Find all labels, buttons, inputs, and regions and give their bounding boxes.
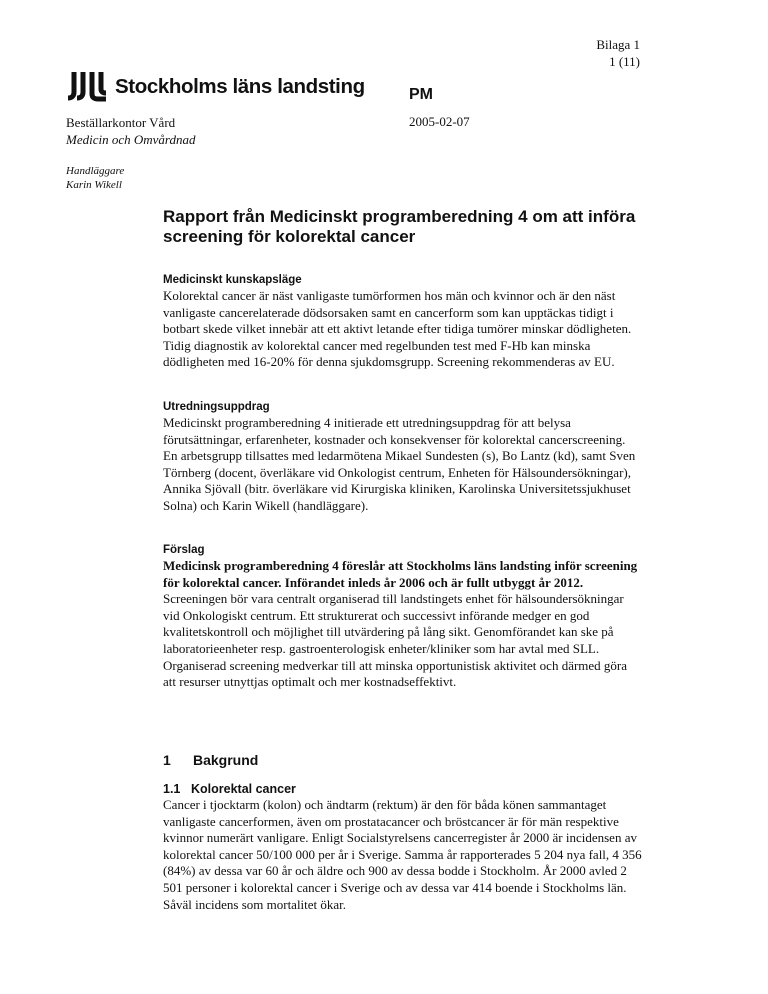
bilaga-label: Bilaga 1 xyxy=(596,37,640,52)
section-heading: Utredningsuppdrag xyxy=(163,401,270,413)
section-heading: Förslag xyxy=(163,544,205,556)
subsection-title: Kolorektal cancer xyxy=(191,782,296,796)
section-heading: Medicinskt kunskapsläge xyxy=(163,274,302,286)
handlaggare-name: Karin Wikell xyxy=(66,179,122,191)
section-bold-body: Medicinsk programberedning 4 föreslår att Stockholms läns landsting inför screening för kolorektal cancer. Införandet inleds år 2006 och är fullt utbyggt år 2012. xyxy=(163,558,638,590)
department: Beställarkontor Vård xyxy=(66,115,176,130)
section-body: Cancer i tjocktarm (kolon) och ändtarm (rektum) är den för båda könen sammantaget vanligaste cancerformen, även om prostatacancer och bröstcancer är för män respektive kvinnor numerärt vanligare. Enligt Socialstyrelsens cancerregister år 2000 är incidensen av kolorektal cancer 50/100 000 per år i Sverige. Samma år rapporterades 5 204 nya fall, 4 356 (84%) av dessa var 60 år och äldre och 900 av dessa bodde i Stockholm. År 2000 avled 2 501 personer i kolorektal cancer i Sverige och av dessa var 414 boende i Stockholms län. Såväl incidens som mortalitet ökar. xyxy=(163,797,642,912)
page-number: 1 (11) xyxy=(609,54,640,69)
chapter-number: 1 xyxy=(163,752,171,768)
subsection-heading xyxy=(163,781,643,797)
document-date: 2005-02-07 xyxy=(409,114,470,129)
section-kolorektal-cancer xyxy=(163,781,643,913)
department-block xyxy=(66,114,196,148)
subdepartment: Medicin och Omvårdnad xyxy=(66,132,196,147)
logo-text: Stockholms läns landsting xyxy=(115,75,365,98)
chapter-title: Bakgrund xyxy=(193,752,259,768)
document-title: Rapport från Medicinskt programberedning 4 om att införa screening för kolorektal cancer xyxy=(163,207,636,246)
section-body: Screeningen bör vara centralt organiserad till landstingets enhet för hälsoundersökningar vid Onkologiskt centrum. Ett strukturerat och successivt införande medger en god kvalitetskontroll och möjlighet till utvärdering på lång sikt. Genomförandet kan ske på laboratorieenheter resp. gastroenterologisk enheter/kliniker som har avtal med SLL. Organiserad screening medverkar till att minska opportunistisk aktivitet och därmed göra att resurser utnyttjas optimalt och mer kostnadseffektivt. xyxy=(163,591,628,690)
section-bakgrund xyxy=(163,752,643,768)
section-utredningsuppdrag xyxy=(163,400,643,515)
sll-logo xyxy=(66,72,365,102)
handlaggare-label: Handläggare xyxy=(66,165,125,177)
page-number-block xyxy=(596,36,640,70)
doc-type: PM xyxy=(409,86,433,103)
section-forslag xyxy=(163,543,643,691)
section-body: Kolorektal cancer är näst vanligaste tumörformen hos män och kvinnor och är den näst vanligaste cancerelaterade dödsorsaken samt en cancerform som kan upptäckas tidigt i botbart skede vilket innebär att ett aktivt letande efter tidiga tumörer minskar dödligheten. Tidig diagnostik av kolorektal cancer med regelbunden test med F-Hb kan minska dödligheten med 16-20% för denna sjukdomsgrupp. Screening rekommenderas av EU. xyxy=(163,288,632,370)
section-kunskapslage xyxy=(163,273,643,371)
sll-logo-icon xyxy=(66,72,110,102)
chapter-heading xyxy=(163,752,643,768)
subsection-number: 1.1 xyxy=(163,782,181,796)
section-body: Medicinskt programberedning 4 initierade ett utredningsuppdrag för att belysa förutsättningar, erfarenheter, kostnader och konsekvenser för kolorektal cancerscreening. En arbetsgrupp tillsattes med ledarmötena Mikael Sundesten (s), Bo Lantz (kd), samt Sven Törnberg (docent, överläkare vid Onkologist centrum, Enheten för Hälsoundersökningar), Annika Sjövall (bitr. överläkare vid Kirurgiska kliniken, Karolinska Universitetssjukhuset Solna) och Karin Wikell (handläggare). xyxy=(163,415,636,513)
handlaggare-block xyxy=(66,164,124,192)
